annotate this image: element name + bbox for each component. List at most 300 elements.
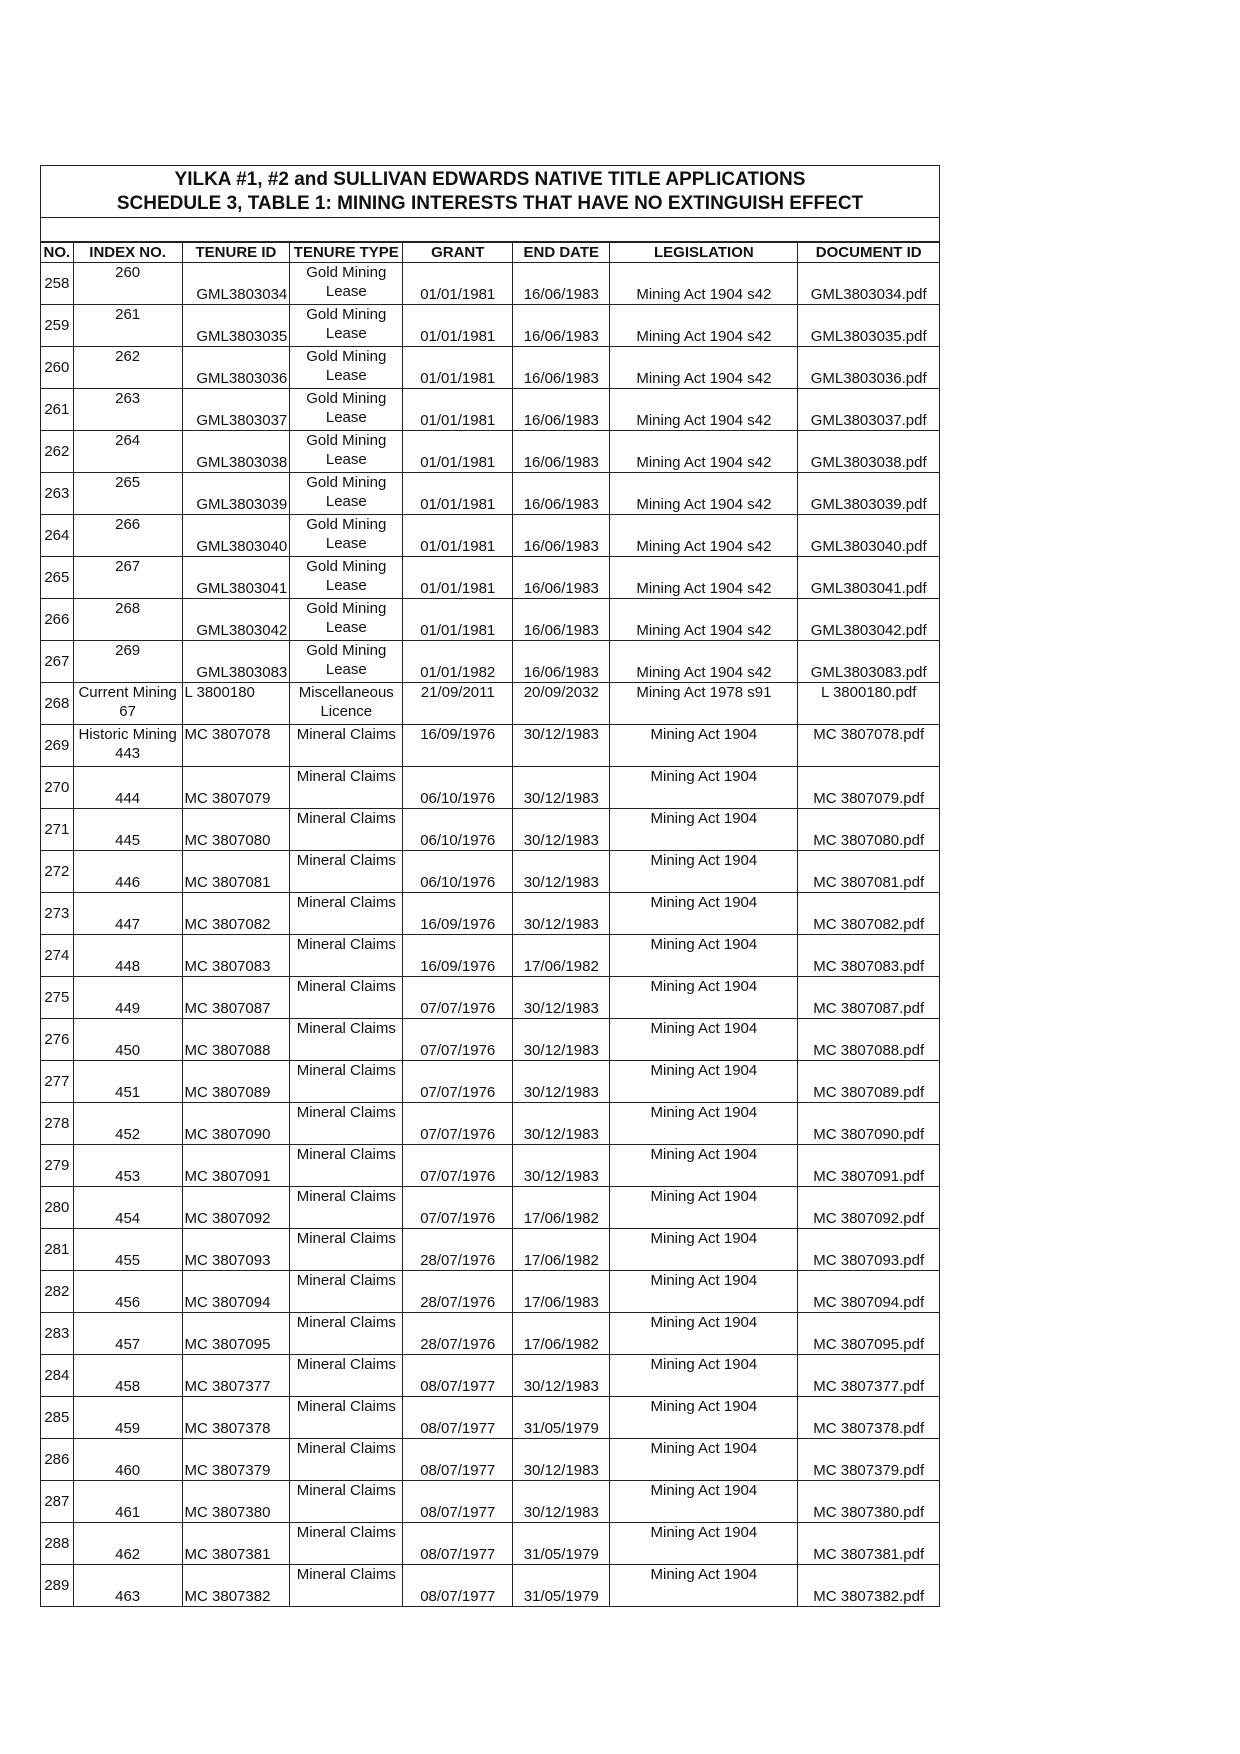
- cell-no: 287: [41, 1481, 74, 1523]
- cell-grant: 01/01/1981: [403, 515, 513, 557]
- cell-end-date: 30/12/1983: [513, 809, 610, 851]
- cell-no: 274: [41, 935, 74, 977]
- cell-legislation: Mining Act 1904 s42: [610, 557, 798, 599]
- cell-index-no: 458: [73, 1355, 182, 1397]
- cell-document-id: MC 3807092.pdf: [798, 1187, 940, 1229]
- cell-document-id: MC 3807095.pdf: [798, 1313, 940, 1355]
- cell-document-id: L 3800180.pdf: [798, 683, 940, 725]
- cell-index-no: 463: [73, 1565, 182, 1607]
- cell-index-no: 447: [73, 893, 182, 935]
- cell-tenure-id: MC 3807088: [182, 1019, 290, 1061]
- table-row: [41, 305, 940, 347]
- cell-tenure-id: MC 3807080: [182, 809, 290, 851]
- table-row: [41, 599, 940, 641]
- table-row: [41, 1565, 940, 1607]
- header-grant: GRANT: [403, 243, 513, 263]
- cell-tenure-type: Mineral Claims: [290, 1229, 403, 1271]
- cell-end-date: 31/05/1979: [513, 1565, 610, 1607]
- cell-no: 266: [41, 599, 74, 641]
- cell-tenure-type: Gold Mining Lease: [290, 389, 403, 431]
- table-row: [41, 767, 940, 809]
- table-row: [41, 1103, 940, 1145]
- cell-tenure-type: Gold Mining Lease: [290, 431, 403, 473]
- table-row: [41, 1229, 940, 1271]
- cell-end-date: 16/06/1983: [513, 473, 610, 515]
- cell-tenure-type: Mineral Claims: [290, 1061, 403, 1103]
- cell-grant: 07/07/1976: [403, 1145, 513, 1187]
- table-row: [41, 263, 940, 305]
- cell-end-date: 31/05/1979: [513, 1523, 610, 1565]
- cell-legislation: Mining Act 1904: [610, 977, 798, 1019]
- cell-end-date: 30/12/1983: [513, 1439, 610, 1481]
- cell-no: 286: [41, 1439, 74, 1481]
- cell-document-id: MC 3807093.pdf: [798, 1229, 940, 1271]
- cell-end-date: 30/12/1983: [513, 1061, 610, 1103]
- cell-no: 267: [41, 641, 74, 683]
- cell-tenure-id: MC 3807081: [182, 851, 290, 893]
- cell-legislation: Mining Act 1904: [610, 1481, 798, 1523]
- cell-tenure-id: GML3803042: [182, 599, 290, 641]
- cell-tenure-type: Mineral Claims: [290, 809, 403, 851]
- cell-document-id: MC 3807377.pdf: [798, 1355, 940, 1397]
- cell-legislation: Mining Act 1904: [610, 1103, 798, 1145]
- cell-document-id: GML3803034.pdf: [798, 263, 940, 305]
- cell-tenure-id: MC 3807078: [182, 725, 290, 767]
- cell-index-no: 260: [73, 263, 182, 305]
- cell-tenure-id: MC 3807082: [182, 893, 290, 935]
- cell-no: 271: [41, 809, 74, 851]
- cell-document-id: MC 3807381.pdf: [798, 1523, 940, 1565]
- table-row: [41, 1145, 940, 1187]
- cell-tenure-id: MC 3807083: [182, 935, 290, 977]
- cell-end-date: 30/12/1983: [513, 1145, 610, 1187]
- cell-grant: 07/07/1976: [403, 1187, 513, 1229]
- cell-document-id: MC 3807079.pdf: [798, 767, 940, 809]
- table-row: [41, 1481, 940, 1523]
- cell-tenure-type: Mineral Claims: [290, 1355, 403, 1397]
- cell-index-no: 453: [73, 1145, 182, 1187]
- table-row: [41, 809, 940, 851]
- cell-document-id: MC 3807094.pdf: [798, 1271, 940, 1313]
- cell-tenure-type: Mineral Claims: [290, 1481, 403, 1523]
- cell-end-date: 30/12/1983: [513, 1481, 610, 1523]
- cell-no: 277: [41, 1061, 74, 1103]
- cell-end-date: 16/06/1983: [513, 431, 610, 473]
- cell-grant: 07/07/1976: [403, 1061, 513, 1103]
- cell-tenure-type: Gold Mining Lease: [290, 473, 403, 515]
- cell-index-no: 451: [73, 1061, 182, 1103]
- cell-end-date: 30/12/1983: [513, 725, 610, 767]
- table-row: [41, 557, 940, 599]
- cell-document-id: MC 3807091.pdf: [798, 1145, 940, 1187]
- cell-no: 275: [41, 977, 74, 1019]
- table-row: [41, 1355, 940, 1397]
- table-row: [41, 935, 940, 977]
- cell-no: 262: [41, 431, 74, 473]
- cell-legislation: Mining Act 1904: [610, 851, 798, 893]
- cell-tenure-type: Gold Mining Lease: [290, 263, 403, 305]
- cell-no: 284: [41, 1355, 74, 1397]
- cell-tenure-type: Mineral Claims: [290, 725, 403, 767]
- cell-legislation: Mining Act 1904: [610, 1229, 798, 1271]
- table-row: [41, 1439, 940, 1481]
- cell-grant: 01/01/1981: [403, 431, 513, 473]
- cell-index-no: 262: [73, 347, 182, 389]
- cell-document-id: MC 3807088.pdf: [798, 1019, 940, 1061]
- cell-document-id: MC 3807382.pdf: [798, 1565, 940, 1607]
- cell-grant: 16/09/1976: [403, 935, 513, 977]
- cell-document-id: GML3803041.pdf: [798, 557, 940, 599]
- cell-legislation: Mining Act 1904 s42: [610, 641, 798, 683]
- cell-tenure-id: MC 3807090: [182, 1103, 290, 1145]
- header-end-date: END DATE: [513, 243, 610, 263]
- cell-tenure-id: MC 3807381: [182, 1523, 290, 1565]
- cell-legislation: Mining Act 1904: [610, 767, 798, 809]
- cell-index-no: 446: [73, 851, 182, 893]
- cell-end-date: 16/06/1983: [513, 515, 610, 557]
- cell-tenure-id: GML3803038: [182, 431, 290, 473]
- cell-tenure-id: GML3803041: [182, 557, 290, 599]
- cell-grant: 01/01/1981: [403, 347, 513, 389]
- cell-no: 265: [41, 557, 74, 599]
- cell-document-id: GML3803038.pdf: [798, 431, 940, 473]
- cell-grant: 01/01/1982: [403, 641, 513, 683]
- cell-document-id: MC 3807083.pdf: [798, 935, 940, 977]
- cell-document-id: MC 3807082.pdf: [798, 893, 940, 935]
- cell-document-id: MC 3807378.pdf: [798, 1397, 940, 1439]
- cell-no: 263: [41, 473, 74, 515]
- header-document-id: DOCUMENT ID: [798, 243, 940, 263]
- cell-end-date: 30/12/1983: [513, 767, 610, 809]
- cell-index-no: 449: [73, 977, 182, 1019]
- cell-no: 272: [41, 851, 74, 893]
- header-index-no: INDEX NO.: [73, 243, 182, 263]
- cell-legislation: Mining Act 1904 s42: [610, 347, 798, 389]
- cell-tenure-type: Mineral Claims: [290, 1103, 403, 1145]
- table-row: [41, 347, 940, 389]
- cell-index-no: 269: [73, 641, 182, 683]
- cell-end-date: 17/06/1982: [513, 1229, 610, 1271]
- cell-legislation: Mining Act 1904: [610, 1187, 798, 1229]
- cell-tenure-id: GML3803035: [182, 305, 290, 347]
- table-row: [41, 683, 940, 725]
- cell-index-no: 450: [73, 1019, 182, 1061]
- cell-end-date: 17/06/1982: [513, 1313, 610, 1355]
- cell-tenure-type: Mineral Claims: [290, 1271, 403, 1313]
- cell-document-id: GML3803040.pdf: [798, 515, 940, 557]
- cell-document-id: GML3803039.pdf: [798, 473, 940, 515]
- cell-grant: 16/09/1976: [403, 725, 513, 767]
- cell-tenure-id: MC 3807091: [182, 1145, 290, 1187]
- cell-no: 258: [41, 263, 74, 305]
- cell-tenure-id: MC 3807093: [182, 1229, 290, 1271]
- cell-tenure-type: Mineral Claims: [290, 1523, 403, 1565]
- cell-grant: 01/01/1981: [403, 263, 513, 305]
- cell-tenure-type: Gold Mining Lease: [290, 557, 403, 599]
- cell-document-id: MC 3807080.pdf: [798, 809, 940, 851]
- cell-legislation: Mining Act 1904 s42: [610, 305, 798, 347]
- table-row: [41, 1313, 940, 1355]
- cell-grant: 07/07/1976: [403, 1103, 513, 1145]
- cell-legislation: Mining Act 1904: [610, 1523, 798, 1565]
- cell-grant: 08/07/1977: [403, 1565, 513, 1607]
- table-row: [41, 1187, 940, 1229]
- cell-tenure-type: Gold Mining Lease: [290, 347, 403, 389]
- cell-index-no: 456: [73, 1271, 182, 1313]
- cell-grant: 08/07/1977: [403, 1523, 513, 1565]
- cell-legislation: Mining Act 1904: [610, 1145, 798, 1187]
- cell-tenure-type: Mineral Claims: [290, 935, 403, 977]
- cell-tenure-type: Mineral Claims: [290, 1397, 403, 1439]
- cell-tenure-id: MC 3807095: [182, 1313, 290, 1355]
- cell-legislation: Mining Act 1904: [610, 1397, 798, 1439]
- cell-grant: 06/10/1976: [403, 851, 513, 893]
- cell-legislation: Mining Act 1904 s42: [610, 515, 798, 557]
- title-spacer: [40, 217, 940, 242]
- cell-no: 259: [41, 305, 74, 347]
- cell-tenure-id: MC 3807094: [182, 1271, 290, 1313]
- cell-grant: 01/01/1981: [403, 599, 513, 641]
- cell-grant: 08/07/1977: [403, 1439, 513, 1481]
- cell-tenure-id: MC 3807378: [182, 1397, 290, 1439]
- cell-index-no: 452: [73, 1103, 182, 1145]
- cell-grant: 28/07/1976: [403, 1229, 513, 1271]
- cell-tenure-type: Mineral Claims: [290, 1313, 403, 1355]
- cell-grant: 08/07/1977: [403, 1397, 513, 1439]
- cell-no: 281: [41, 1229, 74, 1271]
- cell-tenure-type: Gold Mining Lease: [290, 515, 403, 557]
- cell-document-id: GML3803036.pdf: [798, 347, 940, 389]
- header-row: [41, 243, 940, 263]
- cell-no: 289: [41, 1565, 74, 1607]
- mining-interests-table: [40, 242, 940, 1607]
- cell-index-no: 444: [73, 767, 182, 809]
- cell-grant: 01/01/1981: [403, 557, 513, 599]
- cell-grant: 06/10/1976: [403, 767, 513, 809]
- cell-index-no: 268: [73, 599, 182, 641]
- cell-tenure-id: GML3803037: [182, 389, 290, 431]
- cell-tenure-type: Gold Mining Lease: [290, 305, 403, 347]
- table-row: [41, 473, 940, 515]
- cell-no: 283: [41, 1313, 74, 1355]
- table-row: [41, 893, 940, 935]
- cell-tenure-id: MC 3807380: [182, 1481, 290, 1523]
- cell-end-date: 30/12/1983: [513, 1355, 610, 1397]
- cell-document-id: MC 3807379.pdf: [798, 1439, 940, 1481]
- cell-tenure-type: Mineral Claims: [290, 1565, 403, 1607]
- cell-no: 260: [41, 347, 74, 389]
- table-row: [41, 389, 940, 431]
- cell-document-id: MC 3807081.pdf: [798, 851, 940, 893]
- cell-document-id: MC 3807380.pdf: [798, 1481, 940, 1523]
- cell-legislation: Mining Act 1978 s91: [610, 683, 798, 725]
- table-row: [41, 641, 940, 683]
- cell-tenure-type: Mineral Claims: [290, 1019, 403, 1061]
- table-row: [41, 1523, 940, 1565]
- cell-end-date: 30/12/1983: [513, 893, 610, 935]
- cell-tenure-type: Mineral Claims: [290, 1187, 403, 1229]
- cell-index-no: 455: [73, 1229, 182, 1271]
- cell-document-id: GML3803035.pdf: [798, 305, 940, 347]
- cell-index-no: 462: [73, 1523, 182, 1565]
- cell-document-id: GML3803042.pdf: [798, 599, 940, 641]
- table-row: [41, 1397, 940, 1439]
- cell-end-date: 16/06/1983: [513, 389, 610, 431]
- cell-legislation: Mining Act 1904: [610, 1271, 798, 1313]
- table-row: [41, 1061, 940, 1103]
- cell-index-no: Historic Mining 443: [73, 725, 182, 767]
- cell-tenure-type: Mineral Claims: [290, 977, 403, 1019]
- cell-no: 273: [41, 893, 74, 935]
- cell-tenure-id: MC 3807087: [182, 977, 290, 1019]
- cell-tenure-id: GML3803083: [182, 641, 290, 683]
- cell-legislation: Mining Act 1904: [610, 809, 798, 851]
- cell-tenure-id: MC 3807089: [182, 1061, 290, 1103]
- document: [40, 165, 940, 1607]
- cell-no: 288: [41, 1523, 74, 1565]
- cell-tenure-id: GML3803034: [182, 263, 290, 305]
- cell-tenure-type: Mineral Claims: [290, 851, 403, 893]
- title-line-1: YILKA #1, #2 and SULLIVAN EDWARDS NATIVE TITLE APPLICATIONS: [174, 169, 806, 190]
- table-row: [41, 977, 940, 1019]
- cell-index-no: 264: [73, 431, 182, 473]
- header-tenure-id: TENURE ID: [182, 243, 290, 263]
- cell-end-date: 16/06/1983: [513, 599, 610, 641]
- cell-grant: 28/07/1976: [403, 1271, 513, 1313]
- cell-legislation: Mining Act 1904 s42: [610, 599, 798, 641]
- cell-index-no: 448: [73, 935, 182, 977]
- cell-tenure-type: Mineral Claims: [290, 893, 403, 935]
- cell-end-date: 30/12/1983: [513, 851, 610, 893]
- cell-tenure-type: Mineral Claims: [290, 767, 403, 809]
- cell-no: 285: [41, 1397, 74, 1439]
- cell-index-no: 266: [73, 515, 182, 557]
- cell-no: 270: [41, 767, 74, 809]
- cell-index-no: 454: [73, 1187, 182, 1229]
- cell-end-date: 17/06/1982: [513, 935, 610, 977]
- header-no: NO.: [41, 243, 74, 263]
- cell-legislation: Mining Act 1904: [610, 1061, 798, 1103]
- cell-no: 278: [41, 1103, 74, 1145]
- cell-index-no: 461: [73, 1481, 182, 1523]
- cell-tenure-id: MC 3807382: [182, 1565, 290, 1607]
- cell-end-date: 17/06/1982: [513, 1187, 610, 1229]
- table-row: [41, 851, 940, 893]
- cell-grant: 07/07/1976: [403, 1019, 513, 1061]
- cell-index-no: 459: [73, 1397, 182, 1439]
- cell-no: 261: [41, 389, 74, 431]
- cell-index-no: 457: [73, 1313, 182, 1355]
- cell-index-no: Current Mining 67: [73, 683, 182, 725]
- cell-legislation: Mining Act 1904: [610, 1439, 798, 1481]
- cell-legislation: Mining Act 1904: [610, 725, 798, 767]
- cell-end-date: 30/12/1983: [513, 1103, 610, 1145]
- cell-grant: 16/09/1976: [403, 893, 513, 935]
- cell-no: 264: [41, 515, 74, 557]
- cell-document-id: MC 3807089.pdf: [798, 1061, 940, 1103]
- cell-legislation: Mining Act 1904: [610, 1019, 798, 1061]
- cell-tenure-id: MC 3807079: [182, 767, 290, 809]
- cell-tenure-id: GML3803039: [182, 473, 290, 515]
- cell-index-no: 265: [73, 473, 182, 515]
- cell-index-no: 263: [73, 389, 182, 431]
- cell-grant: 07/07/1976: [403, 977, 513, 1019]
- cell-tenure-id: MC 3807092: [182, 1187, 290, 1229]
- cell-grant: 01/01/1981: [403, 473, 513, 515]
- cell-document-id: MC 3807087.pdf: [798, 977, 940, 1019]
- cell-tenure-type: Miscellaneous Licence: [290, 683, 403, 725]
- cell-document-id: GML3803083.pdf: [798, 641, 940, 683]
- cell-document-id: MC 3807078.pdf: [798, 725, 940, 767]
- cell-no: 279: [41, 1145, 74, 1187]
- cell-end-date: 30/12/1983: [513, 977, 610, 1019]
- cell-no: 268: [41, 683, 74, 725]
- cell-index-no: 445: [73, 809, 182, 851]
- cell-grant: 21/09/2011: [403, 683, 513, 725]
- cell-end-date: 16/06/1983: [513, 263, 610, 305]
- cell-end-date: 17/06/1983: [513, 1271, 610, 1313]
- table-row: [41, 1271, 940, 1313]
- cell-index-no: 267: [73, 557, 182, 599]
- cell-tenure-id: MC 3807377: [182, 1355, 290, 1397]
- header-tenure-type: TENURE TYPE: [290, 243, 403, 263]
- cell-tenure-type: Mineral Claims: [290, 1145, 403, 1187]
- cell-tenure-type: Mineral Claims: [290, 1439, 403, 1481]
- cell-tenure-id: GML3803040: [182, 515, 290, 557]
- cell-grant: 06/10/1976: [403, 809, 513, 851]
- cell-tenure-id: GML3803036: [182, 347, 290, 389]
- cell-index-no: 460: [73, 1439, 182, 1481]
- cell-tenure-type: Gold Mining Lease: [290, 599, 403, 641]
- cell-legislation: Mining Act 1904: [610, 893, 798, 935]
- cell-end-date: 30/12/1983: [513, 1019, 610, 1061]
- cell-document-id: GML3803037.pdf: [798, 389, 940, 431]
- cell-legislation: Mining Act 1904 s42: [610, 473, 798, 515]
- cell-index-no: 261: [73, 305, 182, 347]
- cell-no: 269: [41, 725, 74, 767]
- cell-tenure-type: Gold Mining Lease: [290, 641, 403, 683]
- cell-legislation: Mining Act 1904 s42: [610, 431, 798, 473]
- cell-end-date: 16/06/1983: [513, 641, 610, 683]
- cell-legislation: Mining Act 1904: [610, 935, 798, 977]
- table-row: [41, 515, 940, 557]
- cell-grant: 01/01/1981: [403, 389, 513, 431]
- cell-legislation: Mining Act 1904 s42: [610, 389, 798, 431]
- cell-legislation: Mining Act 1904 s42: [610, 263, 798, 305]
- cell-end-date: 16/06/1983: [513, 347, 610, 389]
- cell-grant: 08/07/1977: [403, 1355, 513, 1397]
- cell-no: 276: [41, 1019, 74, 1061]
- cell-tenure-id: L 3800180: [182, 683, 290, 725]
- cell-end-date: 20/09/2032: [513, 683, 610, 725]
- cell-end-date: 31/05/1979: [513, 1397, 610, 1439]
- cell-no: 282: [41, 1271, 74, 1313]
- cell-end-date: 16/06/1983: [513, 557, 610, 599]
- cell-grant: 28/07/1976: [403, 1313, 513, 1355]
- header-legislation: LEGISLATION: [610, 243, 798, 263]
- table-row: [41, 725, 940, 767]
- table-row: [41, 431, 940, 473]
- cell-legislation: Mining Act 1904: [610, 1313, 798, 1355]
- cell-legislation: Mining Act 1904: [610, 1355, 798, 1397]
- title-block: [40, 165, 940, 217]
- cell-no: 280: [41, 1187, 74, 1229]
- cell-tenure-id: MC 3807379: [182, 1439, 290, 1481]
- table-body: [41, 263, 940, 1607]
- cell-end-date: 16/06/1983: [513, 305, 610, 347]
- cell-legislation: Mining Act 1904: [610, 1565, 798, 1607]
- table-row: [41, 1019, 940, 1061]
